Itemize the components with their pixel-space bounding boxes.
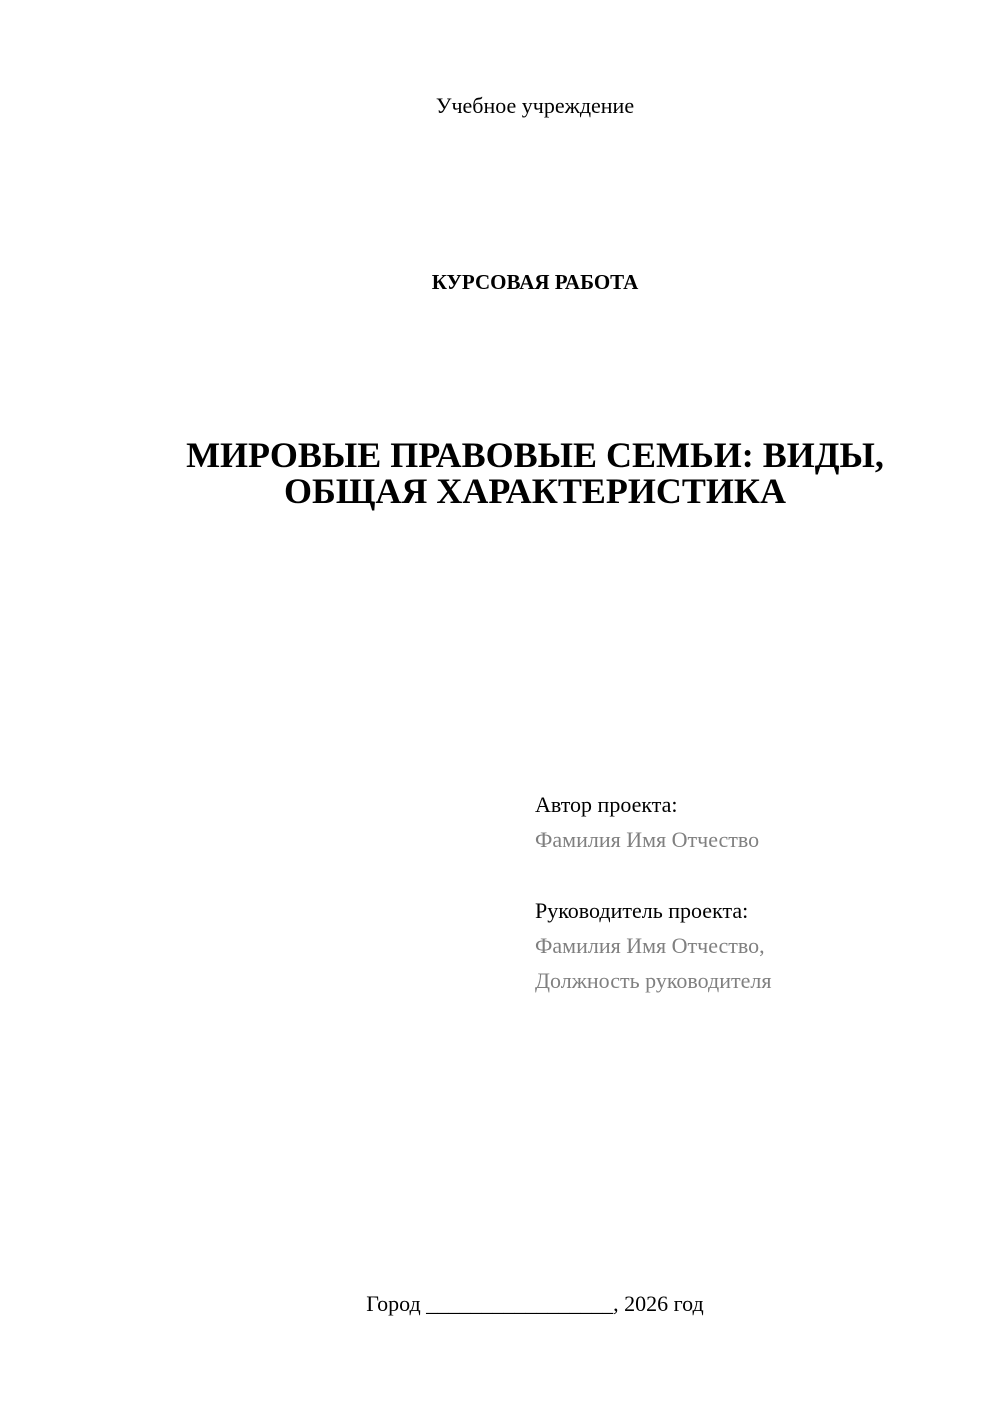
project-people-block — [535, 787, 975, 998]
document-title-line-2: ОБЩАЯ ХАРАКТЕРИСТИКА — [284, 471, 786, 511]
author-name: Фамилия Имя Отчество — [535, 827, 760, 852]
institution-name: Учебное учреждение — [435, 93, 635, 118]
city-year-line: Город _________________, 2026 год — [366, 1291, 704, 1316]
supervisor-label: Руководитель проекта: — [535, 898, 749, 923]
document-title-line-1: МИРОВЫЕ ПРАВОВЫЕ СЕМЬИ: ВИДЫ, — [186, 435, 884, 475]
supervisor-position: Должность руководителя — [535, 968, 772, 993]
block-spacer — [535, 857, 975, 893]
author-label: Автор проекта: — [535, 792, 678, 817]
document-title — [140, 437, 930, 509]
work-type-heading: КУРСОВАЯ РАБОТА — [431, 270, 639, 294]
supervisor-name: Фамилия Имя Отчество, — [535, 933, 765, 958]
